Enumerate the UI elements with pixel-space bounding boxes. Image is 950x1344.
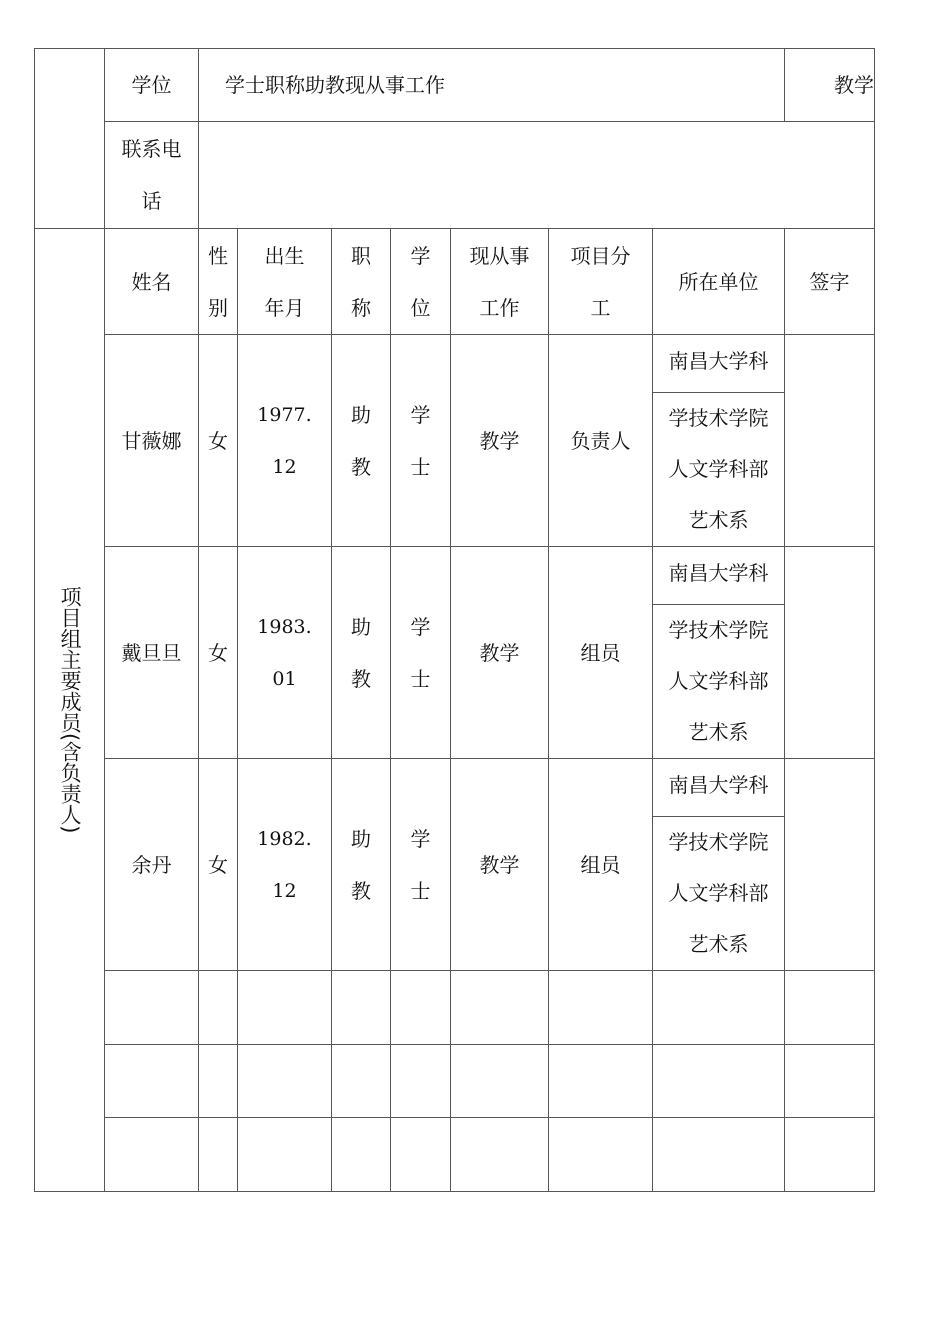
member-gender: 女: [199, 759, 238, 971]
col-header-gender: 性别: [199, 229, 238, 335]
member-sign[interactable]: [785, 335, 875, 547]
member-role: 组员: [549, 547, 653, 759]
member-unit: 南昌大学科 学技术学院人文学科部艺术系: [653, 759, 785, 971]
col-header-name: 姓名: [105, 229, 199, 335]
phone-label: 联系电话: [105, 122, 199, 229]
degree-value: 学士职称助教现从事工作: [199, 49, 785, 122]
col-header-role: 项目分工: [549, 229, 653, 335]
member-name: 戴旦旦: [105, 547, 199, 759]
col-header-title: 职称: [332, 229, 391, 335]
member-birth: 1977.12: [238, 335, 332, 547]
member-degree: 学士: [391, 335, 451, 547]
member-unit: 南昌大学科 学技术学院人文学科部艺术系: [653, 547, 785, 759]
empty-row: [35, 971, 875, 1045]
member-form-table: [34, 48, 875, 1192]
table-row: [35, 335, 875, 547]
col-header-unit: 所在单位: [653, 229, 785, 335]
table-row: [35, 547, 875, 759]
top-left-blank: [35, 49, 105, 229]
member-unit: 南昌大学科 学技术学院人文学科部艺术系: [653, 335, 785, 547]
member-degree: 学士: [391, 547, 451, 759]
work-value: 教学: [785, 49, 875, 122]
member-name: 甘薇娜: [105, 335, 199, 547]
table-row: [35, 759, 875, 971]
col-header-degree: 学位: [391, 229, 451, 335]
member-work: 教学: [451, 547, 549, 759]
member-role: 负责人: [549, 335, 653, 547]
member-role: 组员: [549, 759, 653, 971]
member-sign[interactable]: [785, 547, 875, 759]
member-birth: 1983.01: [238, 547, 332, 759]
phone-value: [199, 122, 875, 229]
member-birth: 1982.12: [238, 759, 332, 971]
members-side-label: 项目组主要成员(含负责人): [35, 229, 105, 1192]
member-work: 教学: [451, 335, 549, 547]
col-header-work: 现从事工作: [451, 229, 549, 335]
empty-row: [35, 1045, 875, 1118]
col-header-sign: 签字: [785, 229, 875, 335]
degree-label: 学位: [105, 49, 199, 122]
member-name: 余丹: [105, 759, 199, 971]
col-header-birth: 出生年月: [238, 229, 332, 335]
member-sign[interactable]: [785, 759, 875, 971]
member-title: 助教: [332, 759, 391, 971]
empty-row: [35, 1118, 875, 1192]
member-gender: 女: [199, 335, 238, 547]
member-title: 助教: [332, 335, 391, 547]
member-gender: 女: [199, 547, 238, 759]
member-work: 教学: [451, 759, 549, 971]
member-title: 助教: [332, 547, 391, 759]
member-degree: 学士: [391, 759, 451, 971]
